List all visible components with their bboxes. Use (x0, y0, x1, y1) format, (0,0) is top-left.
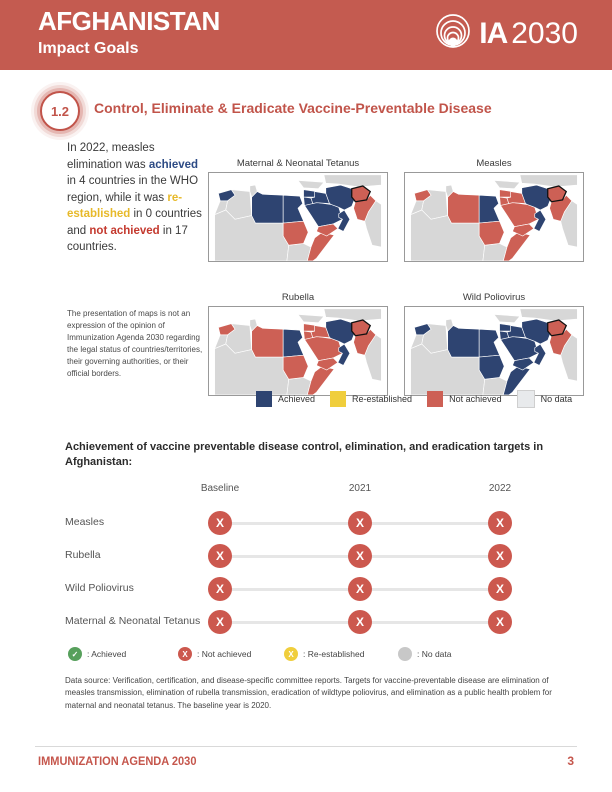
status-mark-not_achieved: X (348, 544, 372, 568)
empty-dot-icon (398, 647, 412, 661)
status-mark-not_achieved: X (208, 511, 232, 535)
country-afghanistan (548, 186, 567, 202)
intro-segment: re-established (67, 191, 183, 221)
country-libya (448, 326, 479, 357)
intro-segment: not achieved (89, 224, 160, 237)
country-sudan (283, 221, 308, 245)
legend-label: Re-established (352, 394, 413, 404)
intro-segment: in 17 countries. (67, 224, 188, 254)
status-mark-not_achieved: X (348, 577, 372, 601)
country-central-asia (324, 309, 381, 321)
map-title: Wild Poliovirus (462, 292, 526, 304)
x-icon: X (178, 647, 192, 661)
country-ethiopia (287, 243, 311, 261)
map-title: Measles (476, 158, 512, 170)
page-header (0, 0, 612, 70)
intro-paragraph (67, 140, 205, 256)
country-egypt (283, 329, 303, 357)
country-libya (252, 326, 283, 357)
status-legend-item (68, 647, 126, 661)
status-mark-not_achieved: X (208, 544, 232, 568)
country-libya (448, 192, 479, 223)
row-label: Rubella (65, 549, 101, 561)
intro-segment: achieved (148, 158, 199, 171)
region-map (208, 172, 388, 262)
legend-label: Not achieved (449, 394, 502, 404)
table-heading: Achievement of vaccine preventable disease control, elimination, and eradication targets in Afghanistan: (65, 441, 544, 469)
country-afghanistan (548, 320, 567, 336)
column-header: 2022 (488, 483, 512, 494)
footer-title: IMMUNIZATION AGENDA 2030 (38, 754, 197, 768)
country-central-asia (324, 175, 381, 187)
concentric-rings-icon (431, 12, 475, 56)
status-mark-not_achieved: X (208, 610, 232, 634)
country-central-asia (520, 175, 577, 187)
intro-segment: In 2022, measles elimination was (67, 142, 155, 171)
status-legend-label: : Re-established (303, 649, 365, 659)
status-mark-not_achieved: X (348, 610, 372, 634)
page-number: 3 (567, 754, 574, 768)
map-panel (208, 146, 388, 262)
country-somalia (307, 232, 334, 261)
data-source-note: Data source: Verification, certification, and disease-specific committee reports. Targets for vaccine-preventable disease are elimination of measles transmission, elimination of rubella transmission, eradication of wildtype poliovirus, and elimination as a public health problem for maternal and neonatal tetanus. The baseline year is 2020. (65, 676, 552, 710)
logo-text-ia: IA (479, 17, 508, 50)
legend-swatch-re_established (330, 391, 346, 407)
map-legend-item (427, 391, 502, 407)
status-legend-label: : No data (417, 649, 452, 659)
status-legend-label: : Not achieved (197, 649, 252, 659)
map-panel (404, 280, 584, 396)
country-central-asia (520, 309, 577, 321)
country-egypt (479, 329, 499, 357)
map-title: Maternal & Neonatal Tetanus (236, 158, 360, 170)
row-label: Measles (65, 516, 105, 528)
status-legend (65, 647, 547, 665)
map-legend-item (256, 391, 315, 407)
maps-grid (208, 146, 586, 396)
status-legend-item (398, 647, 452, 661)
country-egypt (283, 195, 303, 223)
map-disclaimer: The presentation of maps is not an expression of the opinion of Immunization Agenda 2030 regarding the legal status of countries/territories, their governing authorities, or their official borders. (67, 309, 203, 378)
intro-segment: in 0 countries and (67, 208, 202, 237)
status-mark-not_achieved: X (488, 577, 512, 601)
country-title: AFGHANISTAN (38, 6, 220, 36)
country-somalia (503, 232, 530, 261)
row-label: Maternal & Neonatal Tetanus (65, 615, 201, 627)
footer-divider (35, 746, 577, 747)
region-map (208, 306, 388, 396)
status-legend-item (178, 647, 251, 661)
x-icon: X (284, 647, 298, 661)
status-mark-not_achieved: X (348, 511, 372, 535)
country-afghanistan (352, 186, 371, 202)
achievement-table (65, 483, 547, 645)
legend-swatch-no_data (517, 390, 535, 408)
status-mark-not_achieved: X (208, 577, 232, 601)
column-header: Baseline (200, 483, 240, 494)
map-panel (404, 146, 584, 262)
map-legend-item (517, 390, 573, 408)
country-sudan (283, 355, 308, 379)
row-label: Wild Poliovirus (65, 582, 134, 594)
country-turkey (298, 180, 324, 188)
section-number: 1.2 (50, 103, 70, 119)
country-turkey (494, 180, 520, 188)
legend-swatch-not_achieved (427, 391, 443, 407)
status-legend-item (284, 647, 364, 661)
map-legend-item (330, 391, 412, 407)
legend-swatch-achieved (256, 391, 272, 407)
country-ethiopia (483, 243, 507, 261)
country-afghanistan (352, 320, 371, 336)
status-mark-not_achieved: X (488, 610, 512, 634)
column-header: 2021 (348, 483, 372, 494)
country-turkey (494, 314, 520, 322)
country-libya (252, 192, 283, 223)
map-panel (208, 280, 388, 396)
region-map (404, 172, 584, 262)
ia2030-logo (431, 12, 578, 56)
map-title: Rubella (281, 292, 315, 304)
region-map (404, 306, 584, 396)
page-subtitle: Impact Goals (38, 40, 139, 57)
status-mark-not_achieved: X (488, 511, 512, 535)
country-sudan (479, 221, 504, 245)
section-title: Control, Eliminate & Eradicate Vaccine-Preventable Disease (94, 100, 492, 116)
status-legend-label: : Achieved (87, 649, 127, 659)
country-egypt (479, 195, 499, 223)
section-number-badge (40, 91, 80, 131)
map-legend (256, 390, 572, 408)
country-turkey (298, 314, 324, 322)
intro-segment: in 4 countries in the WHO region, while it was (67, 175, 199, 204)
country-sudan (479, 355, 504, 379)
logo-text-year: 2030 (511, 17, 578, 50)
legend-label: Achieved (278, 394, 316, 404)
status-mark-not_achieved: X (488, 544, 512, 568)
legend-label: No data (540, 394, 573, 404)
check-icon: ✓ (68, 647, 82, 661)
